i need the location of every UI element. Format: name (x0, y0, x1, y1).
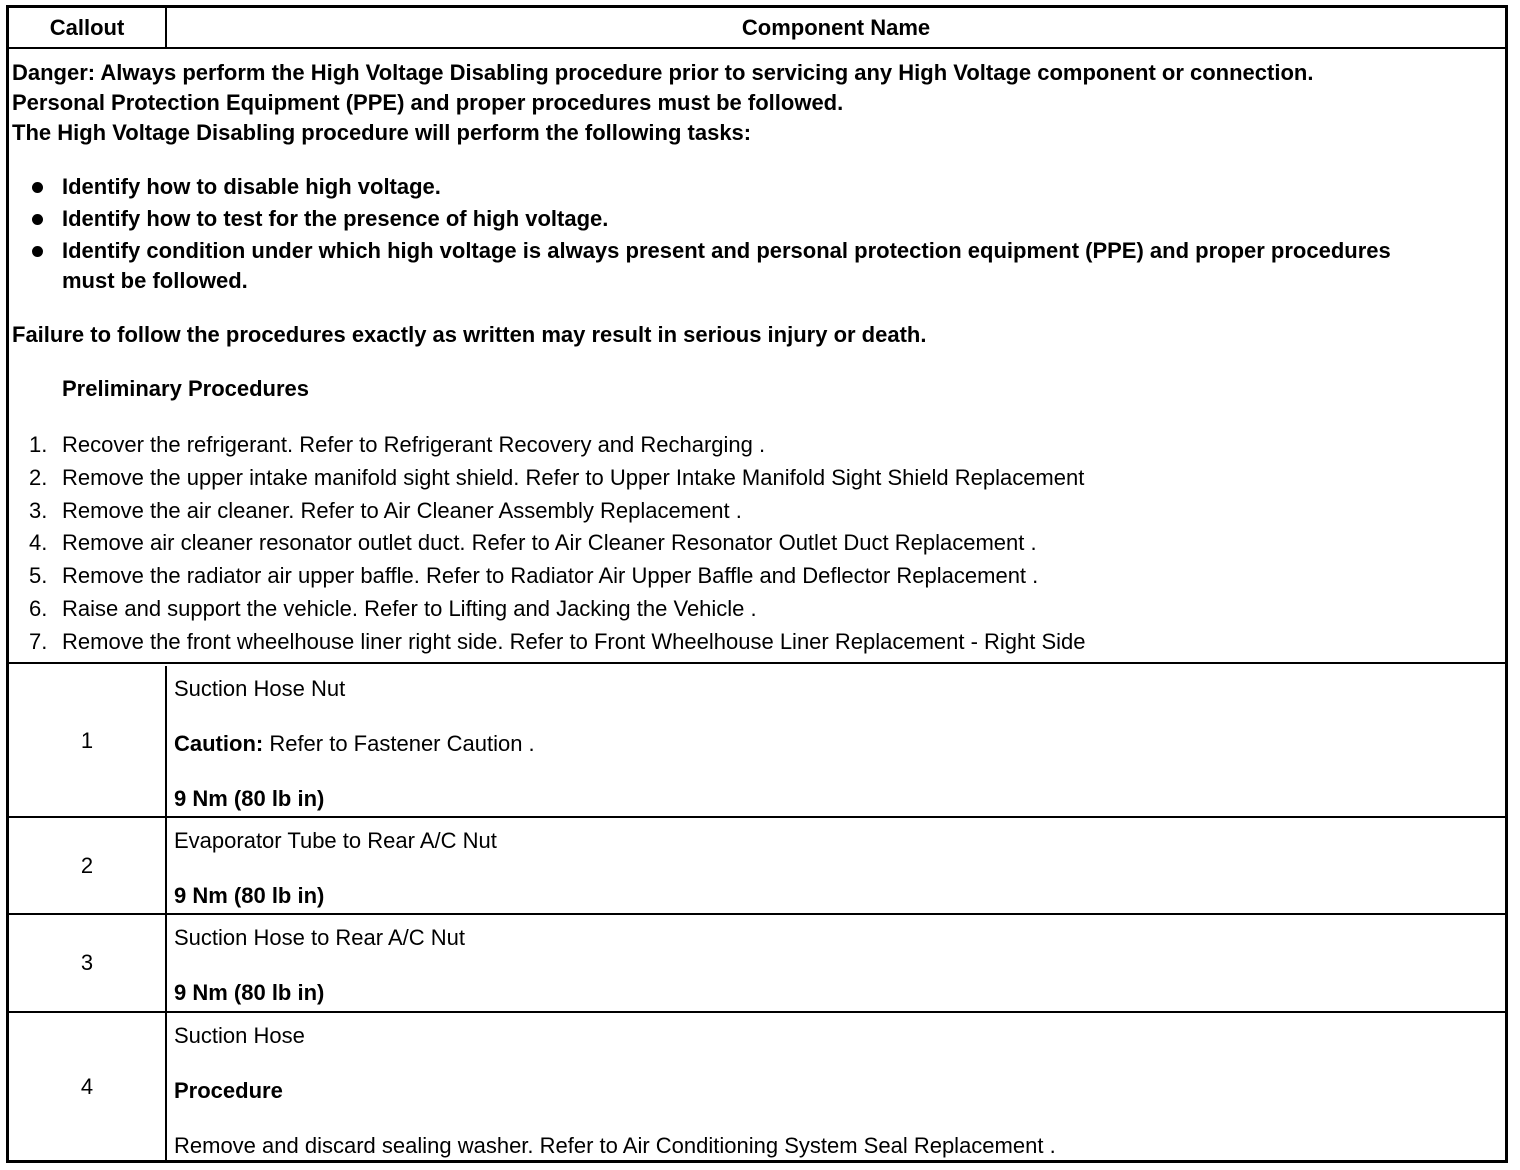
procedure-text: Remove and discard sealing washer. Refer to Air Conditioning System Seal Replacement . (174, 1133, 1056, 1158)
hv-task-list (12, 172, 1505, 296)
danger-line-3: The High Voltage Disabling procedure will perform the following tasks: (12, 120, 752, 145)
table-row (9, 1013, 1505, 1160)
callout-number: 2 (9, 818, 167, 913)
step-number: 7. (29, 628, 48, 654)
torque-spec: 9 Nm (80 lb in) (174, 980, 325, 1005)
step-text: Raise and support the vehicle. Refer to Lifting and Jacking the Vehicle . (62, 595, 757, 621)
component-cell (167, 1013, 1505, 1160)
table-row (9, 915, 1505, 1013)
hv-task-item (12, 172, 1505, 202)
callout-number: 4 (9, 1013, 167, 1160)
danger-procedure-block (9, 49, 1505, 664)
callout-number: 1 (9, 666, 167, 816)
step-number: 6. (29, 595, 48, 621)
table-row (9, 666, 1505, 818)
component-name: Suction Hose (174, 1023, 305, 1048)
step-item (12, 627, 1505, 657)
step-item (12, 528, 1505, 558)
step-number: 3. (29, 497, 48, 523)
step-item (12, 561, 1505, 591)
caution-note (174, 729, 1505, 759)
danger-line-1: Danger: Always perform the High Voltage Disabling procedure prior to servicing any High Voltage component or connection. (12, 60, 1314, 85)
step-number: 4. (29, 530, 48, 556)
danger-procedure-cell (9, 49, 1505, 662)
step-text: Recover the refrigerant. Refer to Refrigerant Recovery and Recharging . (62, 432, 766, 457)
component-cell (167, 818, 1505, 913)
step-number: 1. (29, 432, 48, 457)
bullet-icon (32, 182, 43, 193)
step-text: Remove the upper intake manifold sight shield. Refer to Upper Intake Manifold Sight Shield Replacement (62, 464, 1085, 490)
caution-label: Caution: (174, 731, 264, 756)
step-text: Remove the air cleaner. Refer to Air Cleaner Assembly Replacement . (62, 497, 742, 523)
callout-number: 3 (9, 915, 167, 1011)
component-table (6, 5, 1508, 1163)
procedure-label: Procedure (174, 1078, 283, 1103)
torque-spec: 9 Nm (80 lb in) (174, 786, 325, 811)
torque-spec: 9 Nm (80 lb in) (174, 883, 325, 908)
step-item (12, 594, 1505, 624)
step-text: Remove the front wheelhouse liner right side. Refer to Front Wheelhouse Liner Replacement - Right Side (62, 628, 1086, 654)
header-component-name: Component Name (741, 14, 931, 40)
component-name: Suction Hose to Rear A/C Nut (174, 925, 466, 950)
table-row (9, 818, 1505, 915)
component-cell (167, 915, 1505, 1011)
hv-task-text: Identify how to disable high voltage. (62, 174, 441, 199)
component-cell (167, 666, 1505, 816)
step-text: Remove air cleaner resonator outlet duct. Refer to Air Cleaner Resonator Outlet Duct Replacement . (62, 530, 1037, 556)
step-item (12, 463, 1505, 493)
caution-text: Refer to Fastener Caution . (263, 731, 535, 756)
component-name: Suction Hose Nut (174, 676, 346, 701)
hv-task-item (12, 204, 1505, 234)
step-item (12, 430, 1505, 460)
hv-task-text: Identify condition under which high voltage is always present and personal protection equipment (PPE) and proper procedures must be followed. (62, 238, 1391, 293)
bullet-icon (32, 214, 43, 225)
bullet-icon (32, 246, 43, 257)
hv-task-text: Identify how to test for the presence of high voltage. (62, 206, 609, 231)
hv-task-item (12, 236, 1505, 296)
failure-warning: Failure to follow the procedures exactly as written may result in serious injury or death. (12, 322, 927, 347)
component-name: Evaporator Tube to Rear A/C Nut (174, 828, 497, 853)
preliminary-steps (12, 430, 1505, 657)
step-number: 5. (29, 563, 48, 589)
step-text: Remove the radiator air upper baffle. Refer to Radiator Air Upper Baffle and Deflector Replacement . (62, 563, 1039, 589)
preliminary-heading: Preliminary Procedures (62, 376, 310, 401)
table-header-row (9, 8, 1505, 49)
danger-line-2: Personal Protection Equipment (PPE) and proper procedures must be followed. (12, 90, 844, 115)
header-callout: Callout (9, 8, 167, 47)
step-item (12, 496, 1505, 526)
step-number: 2. (29, 464, 48, 490)
